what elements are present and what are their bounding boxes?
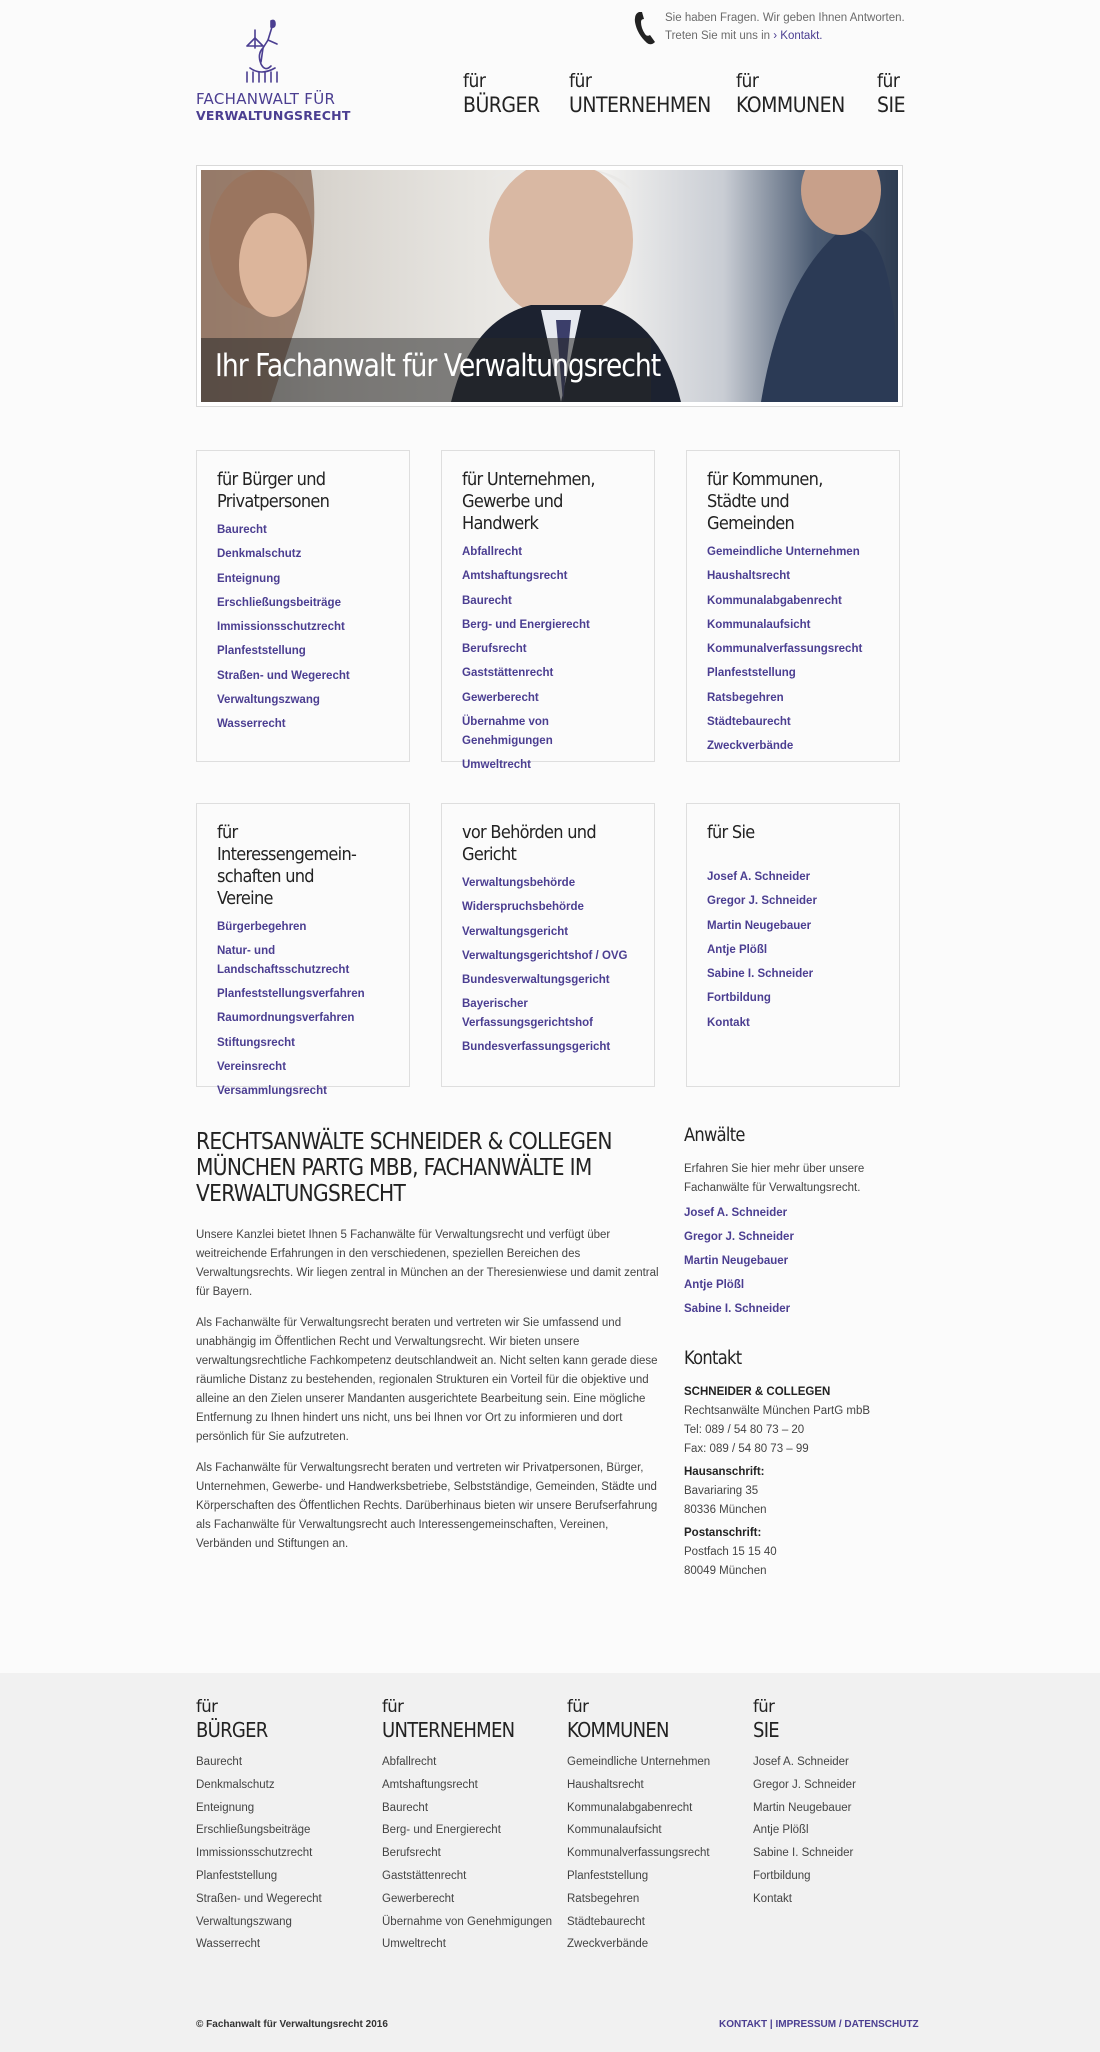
- list-item: [567, 1935, 747, 1953]
- list-link[interactable]: Fortbildung: [707, 992, 771, 1005]
- footer-column-title[interactable]: UNTERNEHMEN: [382, 1718, 515, 1742]
- list-item: [684, 1300, 904, 1318]
- list-link[interactable]: Josef A. Schneider: [684, 1207, 788, 1219]
- page-title: RECHTSANWÄLTE SCHNEIDER & COLLEGEN MÜNCHEN PARTG MBB, FACHANWÄLTE IM VERWALTUNGSRECHT: [196, 1127, 612, 1207]
- list-item: [196, 1799, 376, 1817]
- list-link[interactable]: Widerspruchsbehörde: [462, 901, 584, 914]
- list-link[interactable]: Umweltrecht: [382, 1938, 446, 1951]
- list-item: [217, 642, 389, 661]
- list-link[interactable]: Wasserrecht: [217, 718, 286, 731]
- footer-column-prefix: für: [753, 1697, 775, 1716]
- footer-column-prefix: für: [196, 1697, 218, 1716]
- list-item: [684, 1204, 904, 1222]
- list-item: [462, 995, 634, 1032]
- contact-hint-text2: [665, 30, 822, 42]
- list-link[interactable]: Verwaltungszwang: [196, 1915, 292, 1928]
- list-item: [753, 1776, 933, 1794]
- list-item: [567, 1844, 747, 1862]
- list-item: [382, 1821, 562, 1839]
- legal-separator: |: [767, 2019, 776, 2030]
- list-link[interactable]: Wasserrecht: [196, 1938, 261, 1951]
- box-fuer-sie: [686, 803, 900, 1087]
- list-link[interactable]: Gemeindliche Unternehmen: [707, 546, 860, 558]
- list-link[interactable]: Sabine I. Schneider: [707, 968, 814, 981]
- list-link[interactable]: Immissionsschutzrecht: [217, 621, 345, 634]
- list-item: [217, 985, 389, 1004]
- list-item: [707, 965, 879, 984]
- list-link[interactable]: Zweckverbände: [707, 740, 794, 753]
- list-link[interactable]: Gewerberecht: [462, 691, 539, 704]
- list-item: [217, 918, 389, 937]
- list-item: [707, 616, 879, 635]
- lawyers-heading: Anwälte: [684, 1125, 745, 1146]
- footer-column-prefix: für: [567, 1697, 589, 1716]
- house-address-label: Hausanschrift:: [684, 1466, 765, 1478]
- list-link[interactable]: Bundesverwaltungsgericht: [462, 974, 610, 987]
- list-link[interactable]: Baurecht: [217, 524, 267, 536]
- list-link[interactable]: Josef A. Schneider: [753, 1756, 849, 1768]
- list-item: [684, 1228, 904, 1246]
- legal-links: [719, 2019, 919, 2030]
- list-item: [217, 594, 389, 613]
- list-link[interactable]: Kommunalaufsicht: [567, 1824, 662, 1837]
- list-link[interactable]: Städtebaurecht: [707, 716, 791, 729]
- list-link[interactable]: Immissionsschutzrecht: [196, 1847, 313, 1860]
- box-behoerden: [441, 803, 655, 1087]
- list-link[interactable]: Fortbildung: [753, 1869, 811, 1882]
- lady-justice-logo-icon: [241, 18, 283, 84]
- list-item: [382, 1776, 562, 1794]
- logo-text-line1: FACHANWALT FÜR: [196, 90, 336, 108]
- list-link[interactable]: Berufsrecht: [462, 643, 527, 656]
- list-item: [462, 947, 634, 966]
- list-link[interactable]: Kontakt: [707, 1016, 750, 1029]
- nav-unternehmen[interactable]: [569, 70, 711, 118]
- list-link[interactable]: Denkmalschutz: [217, 548, 302, 561]
- list-link[interactable]: Erschließungsbeiträge: [217, 596, 341, 609]
- list-link[interactable]: Versammlungsrecht: [217, 1085, 327, 1098]
- list-item: [707, 989, 879, 1008]
- footer-column-unternehmen: [382, 1697, 562, 1958]
- list-item: [707, 664, 879, 683]
- list-link[interactable]: Berufsrecht: [382, 1847, 441, 1860]
- box-vereine: [196, 803, 410, 1098]
- list-item: [217, 1082, 389, 1101]
- lawyers-text: Erfahren Sie hier mehr über unsere Fachanwälte für Verwaltungsrecht.: [684, 1163, 865, 1194]
- nav-prefix: für: [736, 70, 759, 92]
- list-link[interactable]: Berg- und Energierecht: [382, 1824, 501, 1837]
- list-item: [462, 713, 634, 750]
- list-link[interactable]: Erschließungsbeiträge: [196, 1824, 311, 1837]
- list-link[interactable]: Gregor J. Schneider: [684, 1231, 794, 1243]
- list-link[interactable]: Josef A. Schneider: [707, 871, 811, 883]
- phone-icon: [633, 10, 657, 46]
- list-item: [567, 1913, 747, 1931]
- list-item: [382, 1799, 562, 1817]
- footer-column-title[interactable]: KOMMUNEN: [567, 1718, 669, 1742]
- logo-text-line2: VERWALTUNGSRECHT: [196, 108, 351, 123]
- list-item: [217, 618, 389, 637]
- box-link-list: [217, 918, 389, 1101]
- list-item: [567, 1776, 747, 1794]
- contact-hint-prefix: Treten Sie mit uns in: [665, 30, 771, 42]
- list-link[interactable]: Planfeststellungsverfahren: [217, 988, 365, 1001]
- list-link[interactable]: Übernahme von Genehmigungen: [382, 1915, 553, 1928]
- footer-column-sie: [753, 1697, 933, 1913]
- post-city: 80049 München: [684, 1565, 767, 1577]
- list-link[interactable]: Planfeststellung: [217, 645, 306, 658]
- list-link[interactable]: Kommunalabgabenrecht: [707, 594, 842, 607]
- list-link[interactable]: Planfeststellung: [707, 667, 796, 680]
- box-link-list: [707, 868, 879, 1032]
- list-link[interactable]: Planfeststellung: [567, 1869, 649, 1882]
- list-item: [684, 1252, 904, 1270]
- box-title: für Interessengemein-schaften und Vereine: [217, 822, 357, 909]
- list-item: [462, 971, 634, 990]
- nav-buerger[interactable]: [463, 70, 540, 118]
- list-item: [567, 1753, 747, 1771]
- list-item: [462, 923, 634, 942]
- list-link[interactable]: Baurecht: [196, 1756, 243, 1768]
- list-link[interactable]: Zweckverbände: [567, 1938, 649, 1951]
- list-link[interactable]: Gewerberecht: [382, 1892, 455, 1905]
- list-item: [217, 942, 389, 979]
- datenschutz-link[interactable]: DATENSCHUTZ: [844, 2019, 919, 2030]
- list-link[interactable]: Verwaltungsgericht: [462, 925, 569, 938]
- list-link[interactable]: Umweltrecht: [462, 758, 532, 771]
- box-link-list: [462, 874, 634, 1057]
- nav-label: KOMMUNEN: [736, 93, 845, 117]
- sidebar: [684, 1125, 904, 1585]
- list-link[interactable]: Kommunalaufsicht: [707, 618, 811, 631]
- list-item: [462, 664, 634, 683]
- contact-hint: [633, 8, 913, 48]
- list-item: [684, 1276, 904, 1294]
- list-item: [707, 1014, 879, 1033]
- hero-image: [201, 170, 898, 402]
- lawyers-list: [684, 1204, 904, 1318]
- list-item: [707, 640, 879, 659]
- list-link[interactable]: Kommunalverfassungsrecht: [707, 643, 863, 656]
- list-item: [382, 1935, 562, 1953]
- list-link[interactable]: Gaststättenrecht: [382, 1869, 467, 1882]
- contact-link[interactable]: › Kontakt.: [773, 30, 823, 42]
- list-link[interactable]: Abfallrecht: [382, 1756, 437, 1768]
- box-title: für Bürger und Privatpersonen: [217, 469, 330, 512]
- list-item: [382, 1890, 562, 1908]
- box-title: für Kommunen, Städte und Gemeinden: [707, 469, 823, 534]
- list-item: [567, 1867, 747, 1885]
- list-link[interactable]: Verwaltungsgerichtshof / OVG: [462, 949, 628, 962]
- list-link[interactable]: Bundesverfassungsgericht: [462, 1041, 611, 1054]
- intro-paragraph: Als Fachanwälte für Verwaltungsrecht beraten und vertreten wir Sie umfassend und unabhängig im Öffentlichen Recht und Verwaltungsrecht. Wir bieten unsere verwaltungsrechtliche Fachkompetenz deutschlandweit an. Nicht selten kann gerade diese räumliche Distanz zu bestehenden, regionalen Strukturen ein Vorteil für die objektive und alleine an den Zielen unserer Mandanten ausgerichtete Bearbeitung sein. Eine mögliche Entfernung zu Ihnen hindert uns nicht, uns bei Ihnen vor Ort zu informieren und dort persönlich für Sie aufzutreten.: [196, 1317, 658, 1443]
- list-item: [567, 1821, 747, 1839]
- list-link[interactable]: Amtshaftungsrecht: [462, 570, 568, 583]
- list-link[interactable]: Sabine I. Schneider: [684, 1303, 791, 1315]
- list-item: [707, 543, 879, 562]
- list-item: [707, 868, 879, 887]
- list-link[interactable]: Bayerischer Verfassungsgerichtshof: [462, 998, 594, 1029]
- intro-paragraph: Unsere Kanzlei bietet Ihnen 5 Fachanwälte für Verwaltungsrecht und verfügt über weitreichende Erfahrungen in den verschiedenen, speziellen Bereichen des Verwaltungsrechts. Wir liegen zentral in München an der Theresienwiese und damit zentral für Bayern.: [196, 1229, 659, 1298]
- list-link[interactable]: Planfeststellung: [196, 1869, 278, 1882]
- copyright: © Fachanwalt für Verwaltungsrecht 2016: [196, 2019, 388, 2030]
- kontakt-link[interactable]: KONTAKT: [719, 2019, 768, 2030]
- post-box: Postfach 15 15 40: [684, 1546, 777, 1558]
- list-item: [753, 1821, 933, 1839]
- list-item: [382, 1844, 562, 1862]
- list-item: [196, 1821, 376, 1839]
- list-link[interactable]: Martin Neugebauer: [753, 1801, 852, 1814]
- list-link[interactable]: Kommunalabgabenrecht: [567, 1801, 693, 1814]
- intro-section: [196, 1128, 661, 1566]
- list-item: [196, 1844, 376, 1862]
- list-link[interactable]: Haushaltsrecht: [567, 1778, 644, 1791]
- footer-column-kommunen: [567, 1697, 747, 1958]
- hero-caption: Ihr Fachanwalt für Verwaltungsrecht: [215, 348, 661, 384]
- list-link[interactable]: Enteignung: [217, 572, 281, 585]
- footer-column-buerger: [196, 1697, 376, 1958]
- nav-label: BÜRGER: [463, 93, 540, 117]
- list-item: [217, 715, 389, 734]
- box-unternehmen: [441, 450, 655, 771]
- list-item: [753, 1799, 933, 1817]
- list-item: [217, 521, 389, 540]
- nav-prefix: für: [569, 70, 592, 92]
- list-item: [462, 689, 634, 708]
- list-item: [196, 1890, 376, 1908]
- list-link[interactable]: Verwaltungsbehörde: [462, 877, 576, 889]
- list-item: [462, 756, 634, 775]
- list-link[interactable]: Gregor J. Schneider: [753, 1778, 856, 1791]
- list-link[interactable]: Verwaltungszwang: [217, 694, 320, 707]
- list-item: [382, 1867, 562, 1885]
- footer-link-list: [382, 1753, 562, 1953]
- footer-link-list: [753, 1753, 933, 1908]
- list-link[interactable]: Antje Plößl: [684, 1279, 745, 1291]
- list-link[interactable]: Straßen- und Wegerecht: [196, 1892, 322, 1905]
- list-link[interactable]: Gregor J. Schneider: [707, 895, 817, 908]
- list-item: [462, 616, 634, 635]
- list-item: [217, 570, 389, 589]
- nav-label: UNTERNEHMEN: [569, 93, 711, 117]
- firm-name: SCHNEIDER & COLLEGEN: [684, 1386, 831, 1398]
- list-item: [196, 1913, 376, 1931]
- list-link[interactable]: Gemeindliche Unternehmen: [567, 1756, 711, 1768]
- list-item: [707, 689, 879, 708]
- legal-separator: /: [836, 2019, 845, 2030]
- list-item: [707, 892, 879, 911]
- list-item: [753, 1867, 933, 1885]
- list-link[interactable]: Baurecht: [462, 594, 512, 607]
- list-link[interactable]: Ratsbegehren: [707, 691, 784, 704]
- house-city: 80336 München: [684, 1504, 767, 1516]
- footer-link-list: [567, 1753, 747, 1953]
- list-link[interactable]: Sabine I. Schneider: [753, 1847, 854, 1860]
- list-item: [196, 1776, 376, 1794]
- nav-prefix: für: [463, 70, 486, 92]
- list-item: [217, 691, 389, 710]
- contact-firm-block: [684, 1383, 904, 1459]
- list-item: [462, 640, 634, 659]
- list-item: [196, 1867, 376, 1885]
- list-item: [217, 1009, 389, 1028]
- footer-column-title[interactable]: SIE: [753, 1718, 779, 1742]
- list-item: [753, 1844, 933, 1862]
- list-item: [707, 592, 879, 611]
- list-item: [462, 874, 634, 893]
- list-link[interactable]: Abfallrecht: [462, 546, 523, 558]
- list-item: [753, 1753, 933, 1771]
- contact-heading: Kontakt: [684, 1348, 742, 1369]
- list-item: [753, 1890, 933, 1908]
- post-address-block: [684, 1524, 904, 1581]
- post-address-label: Postanschrift:: [684, 1527, 762, 1539]
- list-link[interactable]: Vereinsrecht: [217, 1060, 287, 1073]
- list-link[interactable]: Amtshaftungsrecht: [382, 1778, 478, 1791]
- nav-sie[interactable]: [877, 70, 905, 118]
- list-link[interactable]: Bürgerbegehren: [217, 921, 307, 933]
- box-link-list: [217, 521, 389, 734]
- house-address-block: [684, 1463, 904, 1520]
- list-item: [217, 667, 389, 686]
- list-link[interactable]: Enteignung: [196, 1801, 255, 1814]
- box-title: für Sie: [707, 822, 755, 843]
- list-link[interactable]: Antje Plößl: [707, 943, 768, 956]
- list-item: [196, 1935, 376, 1953]
- list-link[interactable]: Martin Neugebauer: [684, 1255, 789, 1267]
- list-link[interactable]: Berg- und Energierecht: [462, 618, 590, 631]
- list-link[interactable]: Stiftungsrecht: [217, 1036, 295, 1049]
- nav-kommunen[interactable]: [736, 70, 845, 118]
- list-item: [462, 567, 634, 586]
- box-title: vor Behörden und Gericht: [462, 822, 596, 865]
- list-link[interactable]: Straßen- und Wegerecht: [217, 669, 350, 682]
- list-link[interactable]: Ratsbegehren: [567, 1892, 640, 1905]
- footer-column-title[interactable]: BÜRGER: [196, 1718, 268, 1742]
- intro-paragraph: Als Fachanwälte für Verwaltungsrecht beraten und vertreten wir Privatpersonen, Bürger, Unternehmen, Gewerbe- und Handwerksbetriebe, Selbstständige, Gemeinden, Städte und Körperschaften des Öffentlichen Rechts. Darüberhinaus bieten wir unsere Berufserfahrung als Fachanwälte für Verwaltungsrecht auch Interessengemeinschaften, Vereinen, Verbänden und Stiftungen an.: [196, 1462, 658, 1550]
- list-item: [382, 1913, 562, 1931]
- footer: [0, 1673, 1100, 2052]
- footer-link-list: [196, 1753, 376, 1953]
- footer-column-prefix: für: [382, 1697, 404, 1716]
- nav-label: SIE: [877, 93, 906, 117]
- list-link[interactable]: Kontakt: [753, 1892, 792, 1905]
- list-link[interactable]: Übernahme von Genehmigungen: [462, 716, 553, 747]
- list-link[interactable]: Kommunalverfassungsrecht: [567, 1847, 710, 1860]
- list-link[interactable]: Raumordnungsverfahren: [217, 1012, 355, 1025]
- list-item: [382, 1753, 562, 1771]
- box-buerger: [196, 450, 410, 762]
- firm-subtitle: Rechtsanwälte München PartG mbB: [684, 1405, 871, 1417]
- site-logo[interactable]: [196, 18, 351, 128]
- list-link[interactable]: Städtebaurecht: [567, 1915, 646, 1928]
- box-title: für Unternehmen, Gewerbe und Handwerk: [462, 469, 595, 534]
- list-item: [462, 592, 634, 611]
- list-item: [462, 1038, 634, 1057]
- box-link-list: [462, 543, 634, 774]
- list-item: [707, 737, 879, 756]
- list-link[interactable]: Antje Plößl: [753, 1824, 809, 1837]
- nav-prefix: für: [877, 70, 900, 92]
- box-link-list: [707, 543, 879, 756]
- list-link[interactable]: Denkmalschutz: [196, 1778, 275, 1791]
- list-item: [707, 917, 879, 936]
- list-item: [217, 1058, 389, 1077]
- list-item: [462, 543, 634, 562]
- list-link[interactable]: Haushaltsrecht: [707, 570, 791, 583]
- list-item: [196, 1753, 376, 1771]
- list-link[interactable]: Gaststättenrecht: [462, 667, 554, 680]
- list-item: [217, 1034, 389, 1053]
- house-street: Bavariaring 35: [684, 1485, 759, 1497]
- list-link[interactable]: Martin Neugebauer: [707, 919, 812, 932]
- phone-number: Tel: 089 / 54 80 73 – 20: [684, 1424, 805, 1436]
- list-item: [707, 713, 879, 732]
- list-item: [217, 545, 389, 564]
- box-kommunen: [686, 450, 900, 762]
- list-item: [567, 1799, 747, 1817]
- list-link[interactable]: Baurecht: [382, 1801, 429, 1814]
- list-item: [462, 898, 634, 917]
- fax-number: Fax: 089 / 54 80 73 – 99: [684, 1443, 809, 1455]
- impressum-link[interactable]: IMPRESSUM: [775, 2019, 837, 2030]
- list-link[interactable]: Natur- und Landschaftsschutzrecht: [217, 945, 350, 976]
- list-item: [567, 1890, 747, 1908]
- list-item: [707, 567, 879, 586]
- contact-hint-text: Sie haben Fragen. Wir geben Ihnen Antworten.: [665, 12, 905, 24]
- hero-banner: [196, 165, 903, 407]
- list-item: [707, 941, 879, 960]
